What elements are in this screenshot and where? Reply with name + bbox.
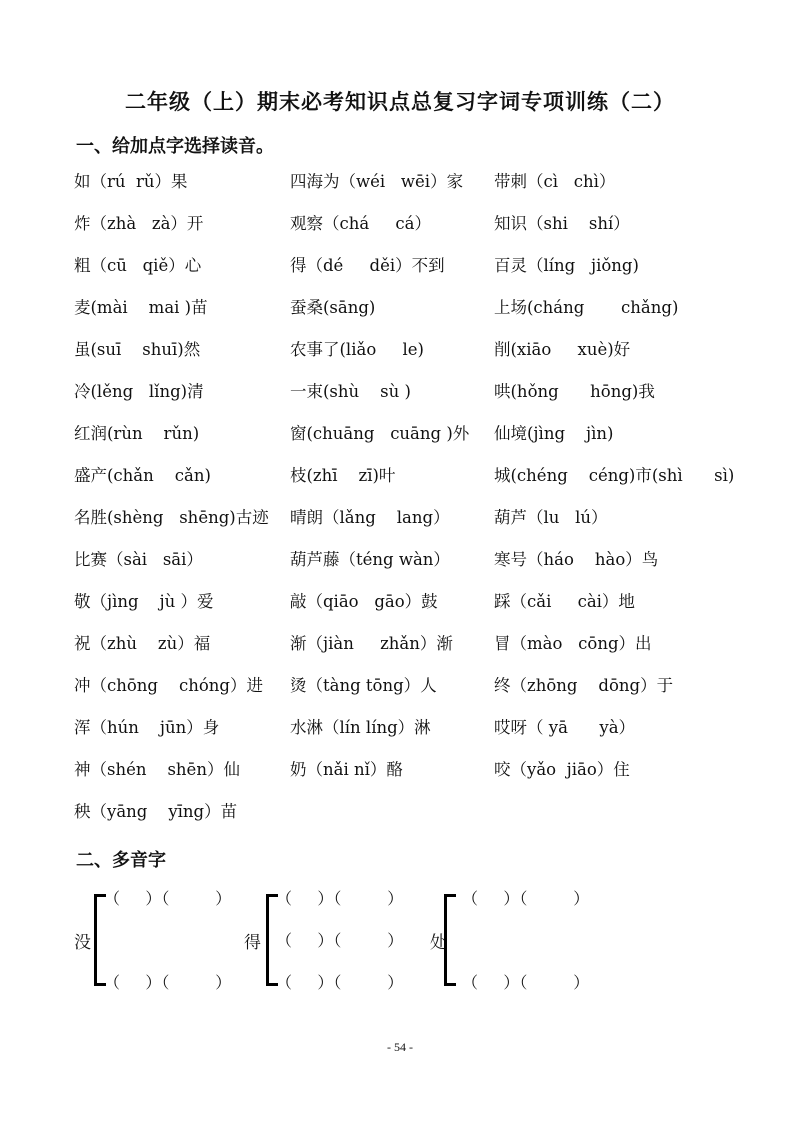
exercise-item: 渐（jiàn zhǎn）渐 [290, 634, 453, 653]
answer-blank[interactable]: （ ）（ ） [104, 973, 232, 992]
exercise-item: 哄(hǒng hōng)我 [494, 382, 655, 401]
exercise-item: 盛产(chǎn cǎn) [74, 466, 211, 485]
page-title: 二年级（上）期末必考知识点总复习字词专项训练（二） [125, 89, 675, 114]
exercise-item: 窗(chuāng cuāng )外 [290, 424, 470, 443]
polyphone-char: 处 [430, 933, 447, 953]
exercise-item: 神（shén shēn）仙 [74, 760, 240, 779]
polyphone-char: 得 [244, 933, 261, 953]
exercise-item: 葫芦（lu lú） [494, 508, 608, 527]
exercise-item: 浑（hún jūn）身 [74, 718, 220, 737]
exercise-item: 四海为（wéi wēi）家 [290, 172, 464, 191]
exercise-item: 带刺（cì chì） [494, 172, 616, 191]
exercise-item: 比赛（sài sāi） [74, 550, 203, 569]
exercise-item: 虽(suī shuī)然 [74, 340, 201, 359]
answer-blank[interactable]: （ ）（ ） [462, 889, 590, 908]
exercise-item: 削(xiāo xuè)好 [494, 340, 631, 359]
answer-blank[interactable]: （ ）（ ） [276, 889, 404, 908]
answer-blank[interactable]: （ ）（ ） [276, 973, 404, 992]
answer-blank[interactable]: （ ）（ ） [104, 889, 232, 908]
exercise-item: 咬（yǎo jiāo）住 [494, 760, 630, 779]
exercise-item: 秧（yāng yīng）苗 [74, 802, 238, 821]
exercise-item: 踩（cǎi cài）地 [494, 592, 635, 611]
exercise-item: 水淋（lín líng）淋 [290, 718, 431, 737]
exercise-item: 红润(rùn rǔn) [74, 424, 200, 443]
brace-icon [444, 894, 456, 986]
exercise-item: 哎呀（ yā yà） [494, 718, 636, 737]
answer-blank[interactable]: （ ）（ ） [462, 973, 590, 992]
exercise-item: 一束(shù sù ) [290, 382, 411, 401]
exercise-item: 冲（chōng chóng）进 [74, 676, 263, 695]
exercise-item: 得（dé děi）不到 [290, 256, 445, 275]
exercise-item: 观察（chá cá） [290, 214, 432, 233]
exercise-item: 寒号（háo hào）鸟 [494, 550, 659, 569]
exercise-item: 晴朗（lǎng lang） [290, 508, 450, 527]
exercise-item: 终（zhōng dōng）于 [494, 676, 674, 695]
exercise-item: 枝(zhī zī)叶 [290, 466, 396, 485]
exercise-item: 炸（zhà zà）开 [74, 214, 204, 233]
exercise-item: 敬（jìng jù ）爱 [74, 592, 214, 611]
exercise-item: 冷(lěng lǐng)清 [74, 382, 204, 401]
exercise-item: 百灵（líng jiǒng) [494, 256, 639, 275]
exercise-item: 祝（zhù zù）福 [74, 634, 211, 653]
exercise-item: 冒（mào cōng）出 [494, 634, 652, 653]
answer-blank[interactable]: （ ）（ ） [276, 931, 404, 950]
exercise-item: 仙境(jìng jìn) [494, 424, 614, 443]
exercise-item: 知识（shi shí） [494, 214, 630, 233]
exercise-item: 蚕桑(sāng) [290, 298, 376, 317]
page-number: - 54 - [387, 1040, 413, 1054]
exercise-item: 上场(cháng chǎng) [494, 298, 679, 317]
exercise-item: 粗（cū qiě）心 [74, 256, 202, 275]
exercise-item: 奶（nǎi nǐ）酪 [290, 760, 403, 779]
exercise-item: 城(chéng céng)市(shì sì) [494, 466, 735, 485]
exercise-item: 葫芦藤（téng wàn） [290, 550, 450, 569]
polyphone-char: 没 [74, 933, 91, 953]
exercise-item: 敲（qiāo gāo）鼓 [290, 592, 438, 611]
exercise-item: 如（rú rǔ）果 [74, 172, 188, 191]
exercise-item: 麦(mài mai )苗 [74, 298, 208, 317]
exercise-item: 烫（tàng tōng）人 [290, 676, 437, 695]
section-2-heading: 二、多音字 [76, 850, 166, 871]
exercise-item: 农事了(liǎo le) [290, 340, 424, 359]
section-1-heading: 一、给加点字选择读音。 [76, 136, 274, 157]
exercise-item: 名胜(shèng shēng)古迹 [74, 508, 269, 527]
